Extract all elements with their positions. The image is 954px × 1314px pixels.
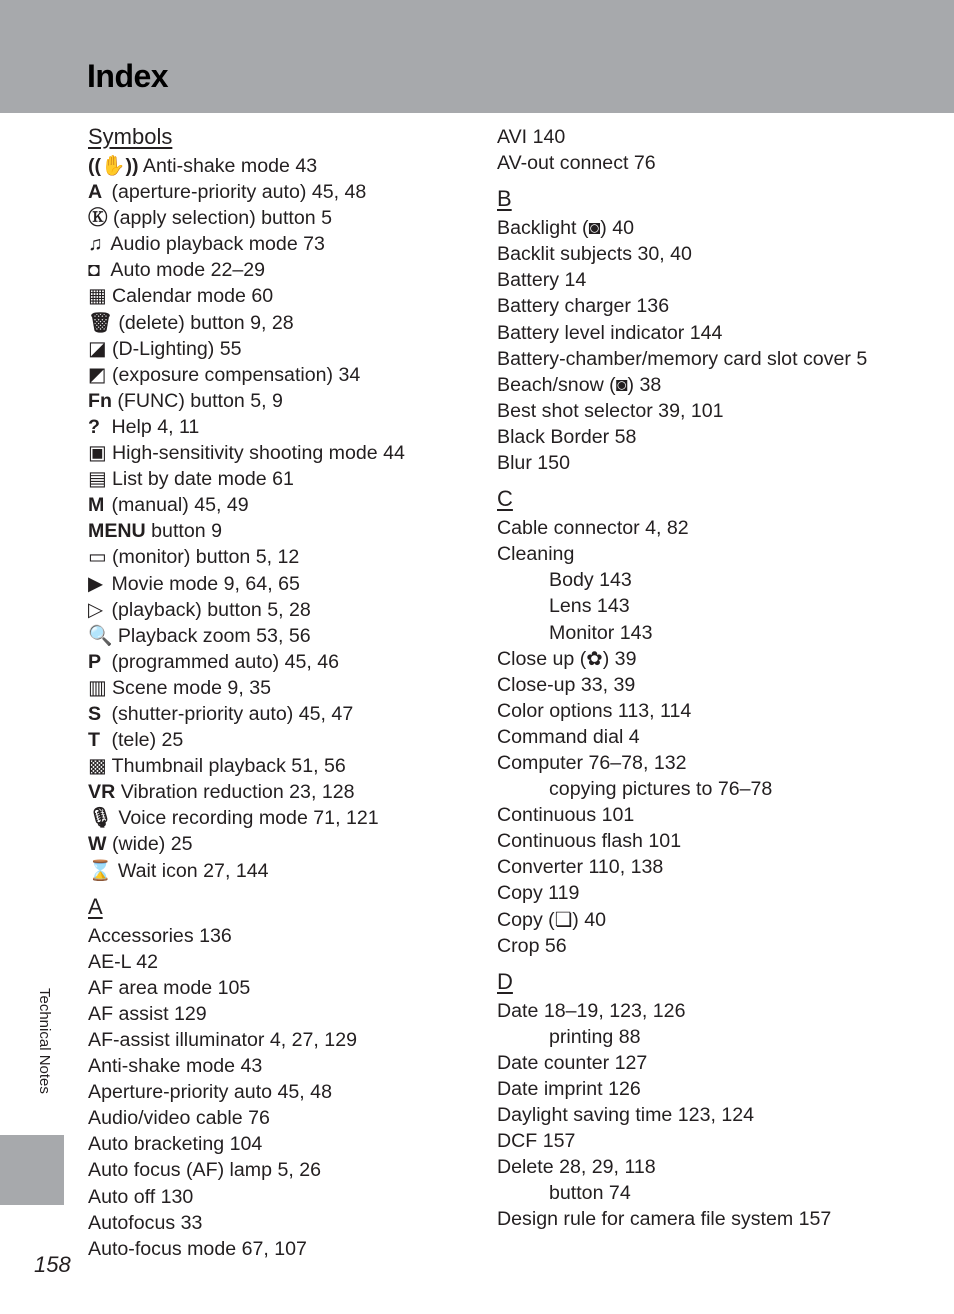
- index-entry: [497, 698, 917, 724]
- index-entry: [88, 727, 468, 753]
- index-entry: [497, 320, 917, 346]
- mode-icon: P: [88, 650, 102, 673]
- entry-text: (apply selection) button 5: [113, 207, 332, 230]
- entry-text: copying pictures to 76–78: [549, 778, 773, 801]
- index-entry: [497, 1050, 917, 1076]
- index-entry: [497, 267, 917, 293]
- entry-text: button 9: [151, 520, 222, 543]
- entry-text: Help 4, 11: [111, 415, 200, 438]
- entry-text: Date imprint 126: [497, 1078, 641, 1100]
- index-entry: [88, 779, 468, 805]
- index-subentry: [497, 1180, 917, 1206]
- index-entry: [88, 179, 468, 205]
- entry-text: (monitor) button 5, 12: [111, 546, 300, 569]
- entry-text: Command dial 4: [497, 725, 640, 748]
- entry-text: Best shot selector 39, 101: [497, 399, 724, 422]
- entry-text: Crop 56: [497, 934, 567, 957]
- entry-text: (aperture-priority auto) 45, 48: [111, 181, 367, 204]
- index-entry: [497, 1154, 917, 1180]
- index-entry: [497, 1128, 917, 1154]
- index-entry: [88, 1001, 468, 1027]
- mode-icon: Ⓚ: [88, 207, 108, 230]
- index-entry: [88, 153, 468, 179]
- entry-text: Battery-chamber/memory card slot cover 5: [497, 347, 868, 370]
- entry-text: Playback zoom 53, 56: [117, 624, 311, 647]
- mode-icon: ?: [88, 415, 100, 438]
- entry-text: Anti-shake mode 43: [88, 1055, 263, 1078]
- entry-text: List by date mode 61: [111, 468, 294, 491]
- index-entry: [497, 854, 917, 880]
- entry-text: (manual) 45, 49: [111, 494, 249, 517]
- index-entry: [88, 1131, 468, 1157]
- index-entry: [88, 975, 468, 1001]
- entry-text: Copy 119: [497, 882, 580, 905]
- entry-text: Anti-shake mode 43: [142, 155, 318, 177]
- index-entry: [497, 215, 917, 241]
- mode-icon: ◪: [88, 337, 107, 360]
- entry-text: AVI 140: [497, 126, 566, 148]
- mode-icon: ⌛: [88, 859, 113, 882]
- entry-text: Date 18–19, 123, 126: [497, 999, 686, 1022]
- entry-text: printing 88: [549, 1025, 641, 1048]
- index-entry: [88, 701, 468, 727]
- index-entry: [88, 310, 468, 336]
- index-entry: [88, 831, 468, 857]
- side-tab-text: Technical Notes: [36, 988, 53, 1094]
- section-heading: C: [497, 486, 513, 512]
- index-column-left: [88, 124, 468, 1262]
- mode-icon: ▩: [88, 755, 107, 778]
- index-entry: [497, 750, 917, 776]
- entry-text: Blur 150: [497, 452, 570, 475]
- section-heading: D: [497, 968, 513, 994]
- entry-text: button 74: [549, 1182, 631, 1205]
- entry-text: Aperture-priority auto 45, 48: [88, 1081, 332, 1104]
- mode-icon: 🎙: [88, 807, 113, 830]
- entry-text: (wide) 25: [111, 833, 193, 856]
- entry-text: Body 143: [549, 569, 632, 592]
- mode-icon: ▭: [88, 546, 107, 569]
- index-entry: [88, 805, 468, 831]
- entry-text: AE-L 42: [88, 950, 159, 973]
- mode-icon: A: [88, 181, 103, 204]
- index-entry: [497, 293, 917, 319]
- index-entry: [497, 1102, 917, 1128]
- entry-text: Battery 14: [497, 269, 587, 292]
- index-entry: [88, 1157, 468, 1183]
- entry-text: (programmed auto) 45, 46: [111, 650, 340, 673]
- index-entry: [497, 1206, 917, 1232]
- index-entry: [497, 802, 917, 828]
- mode-icon: M: [88, 494, 105, 517]
- entry-text: Scene mode 9, 35: [111, 676, 272, 699]
- index-entry: [497, 541, 917, 567]
- index-header: [0, 0, 954, 113]
- entry-text: Beach/snow (◙) 38: [497, 373, 662, 396]
- index-entry: [88, 336, 468, 362]
- entry-text: Computer 76–78, 132: [497, 751, 687, 774]
- index-entry: [88, 1027, 468, 1053]
- index-entry: [88, 388, 468, 414]
- entry-text: Continuous flash 101: [497, 830, 682, 853]
- index-subentry: [497, 593, 917, 619]
- index-entry: [88, 1105, 468, 1131]
- entry-text: Color options 113, 114: [497, 699, 692, 722]
- mode-icon: ▷: [88, 598, 104, 621]
- entry-text: AF area mode 105: [88, 976, 251, 999]
- index-entry: [497, 450, 917, 476]
- index-entry: [88, 362, 468, 388]
- entry-text: (D-Lighting) 55: [111, 337, 242, 360]
- entry-text: Close-up 33, 39: [497, 673, 636, 696]
- entry-text: Accessories 136: [88, 924, 232, 947]
- index-column-right: [497, 124, 917, 1233]
- side-tab-block: [0, 1135, 64, 1205]
- index-entry: [88, 1053, 468, 1079]
- index-entry: [497, 1076, 917, 1102]
- entry-text: Battery level indicator 144: [497, 321, 723, 344]
- index-entry: [497, 124, 917, 150]
- entry-text: Close up (✿) 39: [497, 647, 637, 670]
- entry-text: AV-out connect 76: [497, 152, 656, 175]
- index-entry: [88, 623, 468, 649]
- index-entry: [88, 414, 468, 440]
- entry-text: Backlight (◙) 40: [497, 217, 635, 240]
- entry-text: Calendar mode 60: [111, 285, 274, 308]
- mode-icon: 🗑: [88, 311, 113, 334]
- entry-text: AF assist 129: [88, 1002, 207, 1025]
- entry-text: Daylight saving time 123, 124: [497, 1104, 755, 1127]
- entry-text: Voice recording mode 71, 121: [118, 807, 379, 830]
- index-entry: [497, 907, 917, 933]
- index-entry: [497, 724, 917, 750]
- entry-text: Backlit subjects 30, 40: [497, 243, 692, 266]
- page-number: 158: [34, 1252, 71, 1277]
- entry-text: Thumbnail playback 51, 56: [111, 755, 346, 778]
- index-entry: [88, 949, 468, 975]
- index-entry: [497, 646, 917, 672]
- mode-icon: ◩: [88, 363, 107, 386]
- entry-text: Copy (❏) 40: [497, 908, 607, 931]
- entry-text: AF-assist illuminator 4, 27, 129: [88, 1029, 357, 1051]
- mode-icon: ▣: [88, 442, 107, 465]
- index-entry: [88, 283, 468, 309]
- index-entry: [88, 205, 468, 231]
- mode-icon: ▥: [88, 676, 107, 699]
- section-heading: Symbols: [88, 124, 173, 149]
- entry-text: Cable connector 4, 82: [497, 517, 689, 540]
- mode-icon: 🔍: [88, 624, 113, 647]
- entry-text: (delete) button 9, 28: [118, 311, 294, 334]
- mode-icon: ▶: [88, 572, 104, 595]
- index-entry: [88, 1210, 468, 1236]
- index-entry: [88, 492, 468, 518]
- index-entry: [88, 1184, 468, 1210]
- index-entry: [497, 398, 917, 424]
- mode-icon: Fn: [88, 389, 112, 412]
- index-subentry: [497, 567, 917, 593]
- entry-text: Lens 143: [549, 595, 630, 618]
- index-entry: [88, 231, 468, 257]
- index-subentry: [497, 620, 917, 646]
- mode-icon: ▤: [88, 468, 107, 491]
- index-entry: [88, 923, 468, 949]
- index-entry: [497, 241, 917, 267]
- entry-text: (FUNC) button 5, 9: [117, 389, 283, 412]
- index-entry: [88, 518, 468, 544]
- entry-text: (shutter-priority auto) 45, 47: [111, 702, 354, 725]
- entry-text: Monitor 143: [549, 621, 653, 644]
- entry-text: Auto-focus mode 67, 107: [88, 1237, 307, 1260]
- index-entry: [88, 257, 468, 283]
- index-entry: [497, 933, 917, 959]
- index-entry: [88, 544, 468, 570]
- index-entry: [88, 597, 468, 623]
- entry-text: Wait icon 27, 144: [117, 859, 269, 882]
- index-entry: [497, 880, 917, 906]
- mode-icon: S: [88, 702, 102, 725]
- index-entry: [497, 828, 917, 854]
- index-entry: [88, 571, 468, 597]
- section-heading: B: [497, 186, 512, 212]
- index-entry: [88, 1079, 468, 1105]
- index-entry: [497, 672, 917, 698]
- index-entry: [88, 858, 468, 884]
- mode-icon: ((✋)): [88, 155, 139, 177]
- index-entry: [88, 440, 468, 466]
- mode-icon: W: [88, 833, 107, 856]
- entry-text: (tele) 25: [111, 729, 184, 752]
- entry-text: Continuous 101: [497, 804, 635, 827]
- index-entry: [88, 753, 468, 779]
- index-entry: [497, 372, 917, 398]
- section-heading: A: [88, 893, 103, 919]
- index-entry: [88, 675, 468, 701]
- index-entry: [497, 150, 917, 176]
- entry-text: Audio/video cable 76: [88, 1107, 270, 1130]
- index-subentry: [497, 1024, 917, 1050]
- mode-icon: VR: [88, 781, 116, 804]
- entry-text: Black Border 58: [497, 425, 637, 448]
- entry-text: DCF 157: [497, 1130, 576, 1153]
- entry-text: Autofocus 33: [88, 1211, 203, 1234]
- entry-text: Auto focus (AF) lamp 5, 26: [88, 1159, 322, 1182]
- entry-text: (exposure compensation) 34: [111, 363, 361, 386]
- index-entry: [497, 515, 917, 541]
- mode-icon: T: [88, 729, 100, 752]
- index-entry: [497, 998, 917, 1024]
- page-title: Index: [87, 58, 169, 94]
- entry-text: Converter 110, 138: [497, 856, 664, 879]
- mode-icon: MENU: [88, 520, 146, 543]
- entry-text: Auto off 130: [88, 1185, 194, 1208]
- mode-icon: ◘: [88, 259, 100, 282]
- entry-text: Movie mode 9, 64, 65: [111, 572, 300, 595]
- entry-text: Design rule for camera file system 157: [497, 1208, 832, 1231]
- entry-text: Delete 28, 29, 118: [497, 1156, 656, 1179]
- index-entry: [497, 346, 917, 372]
- entry-text: Battery charger 136: [497, 295, 670, 318]
- entry-text: Cleaning: [497, 543, 575, 566]
- index-entry: [88, 649, 468, 675]
- index-entry: [88, 466, 468, 492]
- entry-text: Date counter 127: [497, 1051, 648, 1074]
- mode-icon: ♫: [88, 233, 103, 256]
- entry-text: Auto bracketing 104: [88, 1133, 263, 1156]
- mode-icon: ▦: [88, 285, 107, 308]
- index-subentry: [497, 776, 917, 802]
- index-entry: [88, 1236, 468, 1262]
- entry-text: Audio playback mode 73: [110, 233, 325, 256]
- side-tab-label: [33, 988, 53, 1123]
- entry-text: (playback) button 5, 28: [111, 598, 311, 621]
- entry-text: Vibration reduction 23, 128: [120, 781, 355, 804]
- entry-text: High-sensitivity shooting mode 44: [111, 442, 405, 465]
- entry-text: Auto mode 22–29: [110, 259, 266, 282]
- index-entry: [497, 424, 917, 450]
